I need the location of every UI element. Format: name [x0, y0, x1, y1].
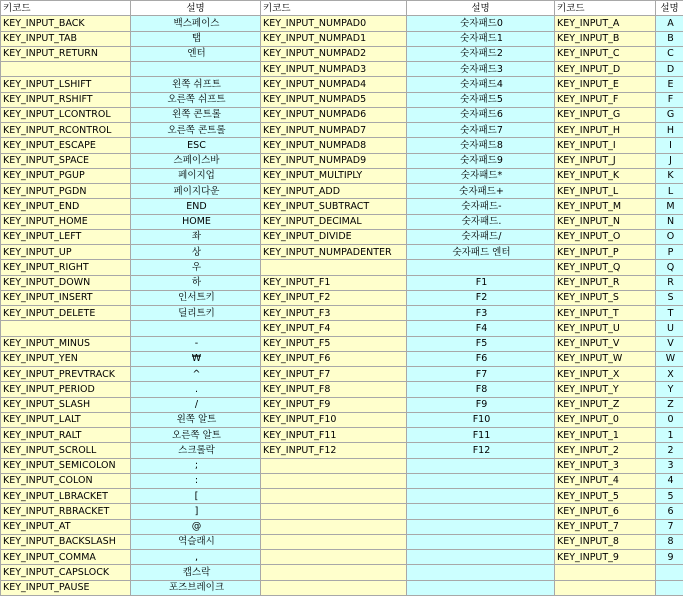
keycode-cell: KEY_INPUT_PGDN — [1, 184, 131, 199]
table-row — [1, 443, 683, 458]
keycode-cell: KEY_INPUT_F10 — [261, 412, 407, 427]
keycode-cell: KEY_INPUT_CAPSLOCK — [1, 565, 131, 580]
keycode-cell: KEY_INPUT_F12 — [261, 443, 407, 458]
description-cell: W — [656, 351, 683, 366]
header-keycode-3: 키코드 — [555, 1, 656, 16]
keycode-cell: KEY_INPUT_V — [555, 336, 656, 351]
description-cell: 숫자패드7 — [407, 123, 555, 138]
description-cell: 숫자패드3 — [407, 62, 555, 77]
table-row — [1, 199, 683, 214]
keycode-cell: KEY_INPUT_LALT — [1, 412, 131, 427]
table-row — [1, 489, 683, 504]
keycode-cell — [261, 489, 407, 504]
description-cell: Z — [656, 397, 683, 412]
keycode-cell: KEY_INPUT_NUMPAD4 — [261, 77, 407, 92]
description-cell: 탭 — [131, 31, 261, 46]
description-cell: F7 — [407, 367, 555, 382]
description-cell: R — [656, 275, 683, 290]
header-keycode-1: 키코드 — [1, 1, 131, 16]
table-row — [1, 351, 683, 366]
keycode-cell: KEY_INPUT_INSERT — [1, 290, 131, 305]
description-cell: H — [656, 123, 683, 138]
description-cell: E — [656, 77, 683, 92]
description-cell: 숫자패드+ — [407, 184, 555, 199]
table-row — [1, 184, 683, 199]
description-cell: 숫자패드1 — [407, 31, 555, 46]
keycode-cell: KEY_INPUT_F9 — [261, 397, 407, 412]
table-row — [1, 31, 683, 46]
description-cell: 5 — [656, 489, 683, 504]
description-cell: ₩ — [131, 351, 261, 366]
keycode-cell: KEY_INPUT_F8 — [261, 382, 407, 397]
keycode-cell: KEY_INPUT_COMMA — [1, 550, 131, 565]
description-cell: 백스페이스 — [131, 16, 261, 31]
description-cell: D — [656, 62, 683, 77]
keycode-cell: KEY_INPUT_ADD — [261, 184, 407, 199]
keycode-cell: KEY_INPUT_P — [555, 245, 656, 260]
keycode-cell: KEY_INPUT_I — [555, 138, 656, 153]
description-cell: 딜리트키 — [131, 306, 261, 321]
description-cell: 6 — [656, 504, 683, 519]
description-cell: 우 — [131, 260, 261, 275]
keycode-cell — [555, 580, 656, 595]
keycode-cell: KEY_INPUT_NUMPAD1 — [261, 31, 407, 46]
keycode-cell: KEY_INPUT_SEMICOLON — [1, 458, 131, 473]
description-cell: HOME — [131, 214, 261, 229]
keycode-cell: KEY_INPUT_NUMPADENTER — [261, 245, 407, 260]
description-cell: END — [131, 199, 261, 214]
keycode-cell: KEY_INPUT_NUMPAD6 — [261, 107, 407, 122]
keycode-cell: KEY_INPUT_O — [555, 229, 656, 244]
description-cell: 포즈브레이크 — [131, 580, 261, 595]
table-row — [1, 565, 683, 580]
table-row — [1, 504, 683, 519]
description-cell: F9 — [407, 397, 555, 412]
table-row — [1, 428, 683, 443]
table-row — [1, 397, 683, 412]
keycode-cell: KEY_INPUT_NUMPAD2 — [261, 46, 407, 61]
description-cell: Q — [656, 260, 683, 275]
keycode-cell: KEY_INPUT_L — [555, 184, 656, 199]
keycode-cell: KEY_INPUT_U — [555, 321, 656, 336]
table-row — [1, 550, 683, 565]
keycode-cell: KEY_INPUT_H — [555, 123, 656, 138]
keycode-cell: KEY_INPUT_DOWN — [1, 275, 131, 290]
keycode-cell: KEY_INPUT_NUMPAD9 — [261, 153, 407, 168]
table-row — [1, 77, 683, 92]
description-cell: ^ — [131, 367, 261, 382]
description-cell — [407, 519, 555, 534]
description-cell: C — [656, 46, 683, 61]
table-row — [1, 229, 683, 244]
description-cell: 0 — [656, 412, 683, 427]
description-cell: 숫자패드4 — [407, 77, 555, 92]
keycode-cell — [261, 550, 407, 565]
keycode-cell: KEY_INPUT_TAB — [1, 31, 131, 46]
keycode-cell: KEY_INPUT_B — [555, 31, 656, 46]
table-row — [1, 260, 683, 275]
keycode-cell: KEY_INPUT_UP — [1, 245, 131, 260]
table-row — [1, 92, 683, 107]
table-row — [1, 107, 683, 122]
header-desc-2: 설명 — [407, 1, 555, 16]
description-cell: 숫자패드/ — [407, 229, 555, 244]
keycode-cell: KEY_INPUT_G — [555, 107, 656, 122]
description-cell: 2 — [656, 443, 683, 458]
description-cell: 하 — [131, 275, 261, 290]
description-cell: F3 — [407, 306, 555, 321]
description-cell: 왼쪽 알트 — [131, 412, 261, 427]
keycode-cell: KEY_INPUT_RBRACKET — [1, 504, 131, 519]
keycode-cell: KEY_INPUT_F1 — [261, 275, 407, 290]
description-cell: F12 — [407, 443, 555, 458]
description-cell: [ — [131, 489, 261, 504]
keycode-cell: KEY_INPUT_PGUP — [1, 168, 131, 183]
keycode-cell: KEY_INPUT_R — [555, 275, 656, 290]
keycode-cell: KEY_INPUT_RSHIFT — [1, 92, 131, 107]
table-row — [1, 214, 683, 229]
keycode-cell: KEY_INPUT_6 — [555, 504, 656, 519]
description-cell: 오른쪽 콘트롤 — [131, 123, 261, 138]
description-cell: ] — [131, 504, 261, 519]
keycode-cell — [261, 504, 407, 519]
keycode-cell: KEY_INPUT_8 — [555, 534, 656, 549]
keycode-cell: KEY_INPUT_7 — [555, 519, 656, 534]
description-cell: Y — [656, 382, 683, 397]
table-row — [1, 153, 683, 168]
table-row — [1, 123, 683, 138]
description-cell: 역슬래시 — [131, 534, 261, 549]
keycode-cell: KEY_INPUT_LEFT — [1, 229, 131, 244]
keycode-cell: KEY_INPUT_Y — [555, 382, 656, 397]
description-cell: F8 — [407, 382, 555, 397]
description-cell: T — [656, 306, 683, 321]
description-cell: ; — [131, 458, 261, 473]
keycode-cell: KEY_INPUT_1 — [555, 428, 656, 443]
description-cell — [407, 565, 555, 580]
table-row — [1, 458, 683, 473]
description-cell: . — [131, 382, 261, 397]
keycode-cell: KEY_INPUT_HOME — [1, 214, 131, 229]
description-cell — [407, 534, 555, 549]
keycode-cell: KEY_INPUT_ESCAPE — [1, 138, 131, 153]
description-cell: 페이지다운 — [131, 184, 261, 199]
keycode-cell: KEY_INPUT_Q — [555, 260, 656, 275]
description-cell: I — [656, 138, 683, 153]
description-cell: F — [656, 92, 683, 107]
description-cell: 8 — [656, 534, 683, 549]
table-row — [1, 473, 683, 488]
keycode-cell: KEY_INPUT_NUMPAD7 — [261, 123, 407, 138]
table-header — [1, 1, 683, 16]
description-cell: F10 — [407, 412, 555, 427]
keycode-cell: KEY_INPUT_LCONTROL — [1, 107, 131, 122]
description-cell: 1 — [656, 428, 683, 443]
keycode-cell: KEY_INPUT_K — [555, 168, 656, 183]
keycode-cell: KEY_INPUT_BACKSLASH — [1, 534, 131, 549]
description-cell: K — [656, 168, 683, 183]
description-cell: 오른쪽 알트 — [131, 428, 261, 443]
keycode-cell: KEY_INPUT_F — [555, 92, 656, 107]
keycode-cell: KEY_INPUT_Z — [555, 397, 656, 412]
keycode-cell: KEY_INPUT_SCROLL — [1, 443, 131, 458]
description-cell — [131, 321, 261, 336]
table-row — [1, 168, 683, 183]
description-cell: P — [656, 245, 683, 260]
keycode-cell: KEY_INPUT_RETURN — [1, 46, 131, 61]
table-row — [1, 382, 683, 397]
description-cell: 숫자패드5 — [407, 92, 555, 107]
description-cell: 숫자패드0 — [407, 16, 555, 31]
description-cell: 스페이스바 — [131, 153, 261, 168]
keycode-cell: KEY_INPUT_2 — [555, 443, 656, 458]
table-row — [1, 245, 683, 260]
description-cell: 상 — [131, 245, 261, 260]
table-row — [1, 580, 683, 595]
description-cell: 숫자패드- — [407, 199, 555, 214]
description-cell: 숫자패드2 — [407, 46, 555, 61]
keycode-cell: KEY_INPUT_M — [555, 199, 656, 214]
description-cell: N — [656, 214, 683, 229]
description-cell: F6 — [407, 351, 555, 366]
keycode-cell: KEY_INPUT_NUMPAD3 — [261, 62, 407, 77]
keycode-cell: KEY_INPUT_DELETE — [1, 306, 131, 321]
keycode-cell: KEY_INPUT_PREVTRACK — [1, 367, 131, 382]
description-cell: 스크롤락 — [131, 443, 261, 458]
description-cell: 왼쪽 콘트롤 — [131, 107, 261, 122]
description-cell — [407, 489, 555, 504]
description-cell — [407, 458, 555, 473]
table-body — [1, 16, 683, 596]
description-cell: U — [656, 321, 683, 336]
description-cell: 3 — [656, 458, 683, 473]
keycode-cell: KEY_INPUT_LBRACKET — [1, 489, 131, 504]
keycode-cell — [261, 519, 407, 534]
description-cell: 왼쪽 쉬프트 — [131, 77, 261, 92]
table-row — [1, 336, 683, 351]
description-cell: ESC — [131, 138, 261, 153]
description-cell: 숫자패드 엔터 — [407, 245, 555, 260]
description-cell: , — [131, 550, 261, 565]
description-cell: 숫자패드6 — [407, 107, 555, 122]
keycode-cell — [1, 62, 131, 77]
keycode-cell: KEY_INPUT_RCONTROL — [1, 123, 131, 138]
keycode-cell: KEY_INPUT_END — [1, 199, 131, 214]
table-row — [1, 138, 683, 153]
description-cell: A — [656, 16, 683, 31]
keycode-cell — [261, 534, 407, 549]
description-cell: L — [656, 184, 683, 199]
description-cell: F11 — [407, 428, 555, 443]
table-row — [1, 306, 683, 321]
table-row — [1, 16, 683, 31]
description-cell — [407, 580, 555, 595]
keycode-cell: KEY_INPUT_AT — [1, 519, 131, 534]
keycode-cell: KEY_INPUT_MINUS — [1, 336, 131, 351]
description-cell: 7 — [656, 519, 683, 534]
description-cell: 4 — [656, 473, 683, 488]
table-row — [1, 534, 683, 549]
description-cell: - — [131, 336, 261, 351]
description-cell: X — [656, 367, 683, 382]
keycode-cell: KEY_INPUT_X — [555, 367, 656, 382]
table-row — [1, 321, 683, 336]
keycode-cell: KEY_INPUT_COLON — [1, 473, 131, 488]
description-cell: 엔터 — [131, 46, 261, 61]
description-cell: 페이지업 — [131, 168, 261, 183]
header-desc-3: 설명 — [656, 1, 683, 16]
table-row — [1, 46, 683, 61]
keycode-cell: KEY_INPUT_F2 — [261, 290, 407, 305]
keycode-cell: KEY_INPUT_PAUSE — [1, 580, 131, 595]
description-cell: O — [656, 229, 683, 244]
keycode-cell: KEY_INPUT_W — [555, 351, 656, 366]
keycode-cell: KEY_INPUT_F6 — [261, 351, 407, 366]
keycode-cell: KEY_INPUT_N — [555, 214, 656, 229]
keycode-cell: KEY_INPUT_NUMPAD5 — [261, 92, 407, 107]
keycode-cell: KEY_INPUT_DECIMAL — [261, 214, 407, 229]
keycode-cell: KEY_INPUT_F4 — [261, 321, 407, 336]
keycode-cell: KEY_INPUT_J — [555, 153, 656, 168]
description-cell — [407, 260, 555, 275]
keycode-cell: KEY_INPUT_E — [555, 77, 656, 92]
header-desc-1: 설명 — [131, 1, 261, 16]
keycode-cell: KEY_INPUT_F7 — [261, 367, 407, 382]
description-cell — [407, 473, 555, 488]
keycode-cell: KEY_INPUT_A — [555, 16, 656, 31]
description-cell — [407, 504, 555, 519]
header-row — [1, 1, 683, 16]
keycode-cell: KEY_INPUT_4 — [555, 473, 656, 488]
description-cell — [656, 580, 683, 595]
keycode-cell: KEY_INPUT_F3 — [261, 306, 407, 321]
table-row — [1, 290, 683, 305]
description-cell — [656, 565, 683, 580]
keycode-cell: KEY_INPUT_RALT — [1, 428, 131, 443]
keycode-cell: KEY_INPUT_SUBTRACT — [261, 199, 407, 214]
keycode-cell: KEY_INPUT_S — [555, 290, 656, 305]
keycode-cell: KEY_INPUT_3 — [555, 458, 656, 473]
description-cell: J — [656, 153, 683, 168]
description-cell: B — [656, 31, 683, 46]
keycode-cell: KEY_INPUT_RIGHT — [1, 260, 131, 275]
description-cell — [407, 550, 555, 565]
description-cell: 인서트키 — [131, 290, 261, 305]
keycode-cell: KEY_INPUT_F5 — [261, 336, 407, 351]
description-cell: / — [131, 397, 261, 412]
keycode-cell: KEY_INPUT_9 — [555, 550, 656, 565]
description-cell: 숫자패드9 — [407, 153, 555, 168]
description-cell: : — [131, 473, 261, 488]
keycode-cell — [261, 580, 407, 595]
description-cell: S — [656, 290, 683, 305]
table-row — [1, 62, 683, 77]
keycode-cell — [261, 260, 407, 275]
keycode-cell — [261, 473, 407, 488]
keycode-cell: KEY_INPUT_C — [555, 46, 656, 61]
keycode-cell: KEY_INPUT_D — [555, 62, 656, 77]
keycode-cell: KEY_INPUT_LSHIFT — [1, 77, 131, 92]
keycode-cell: KEY_INPUT_BACK — [1, 16, 131, 31]
keycode-cell: KEY_INPUT_PERIOD — [1, 382, 131, 397]
description-cell: M — [656, 199, 683, 214]
keycode-cell — [261, 458, 407, 473]
keycode-cell: KEY_INPUT_YEN — [1, 351, 131, 366]
keycode-cell: KEY_INPUT_NUMPAD8 — [261, 138, 407, 153]
description-cell: F4 — [407, 321, 555, 336]
description-cell: F1 — [407, 275, 555, 290]
description-cell — [131, 62, 261, 77]
keycode-cell: KEY_INPUT_F11 — [261, 428, 407, 443]
keycode-cell: KEY_INPUT_5 — [555, 489, 656, 504]
keycode-cell — [555, 565, 656, 580]
keycode-cell: KEY_INPUT_T — [555, 306, 656, 321]
keycode-cell: KEY_INPUT_SPACE — [1, 153, 131, 168]
keycode-cell — [1, 321, 131, 336]
description-cell: 오른쪽 쉬프트 — [131, 92, 261, 107]
keycode-cell: KEY_INPUT_0 — [555, 412, 656, 427]
table-row — [1, 275, 683, 290]
description-cell: F2 — [407, 290, 555, 305]
keycode-cell: KEY_INPUT_MULTIPLY — [261, 168, 407, 183]
description-cell: V — [656, 336, 683, 351]
description-cell: G — [656, 107, 683, 122]
table-row — [1, 519, 683, 534]
description-cell: 좌 — [131, 229, 261, 244]
keycode-cell: KEY_INPUT_NUMPAD0 — [261, 16, 407, 31]
table-row — [1, 412, 683, 427]
description-cell: 캡스락 — [131, 565, 261, 580]
table-row — [1, 367, 683, 382]
description-cell: 숫자패드8 — [407, 138, 555, 153]
description-cell: 숫자패드* — [407, 168, 555, 183]
description-cell: F5 — [407, 336, 555, 351]
keycode-cell: KEY_INPUT_DIVIDE — [261, 229, 407, 244]
description-cell: 9 — [656, 550, 683, 565]
description-cell: @ — [131, 519, 261, 534]
header-keycode-2: 키코드 — [261, 1, 407, 16]
keycode-cell — [261, 565, 407, 580]
description-cell: 숫자패드. — [407, 214, 555, 229]
keycode-cell: KEY_INPUT_SLASH — [1, 397, 131, 412]
